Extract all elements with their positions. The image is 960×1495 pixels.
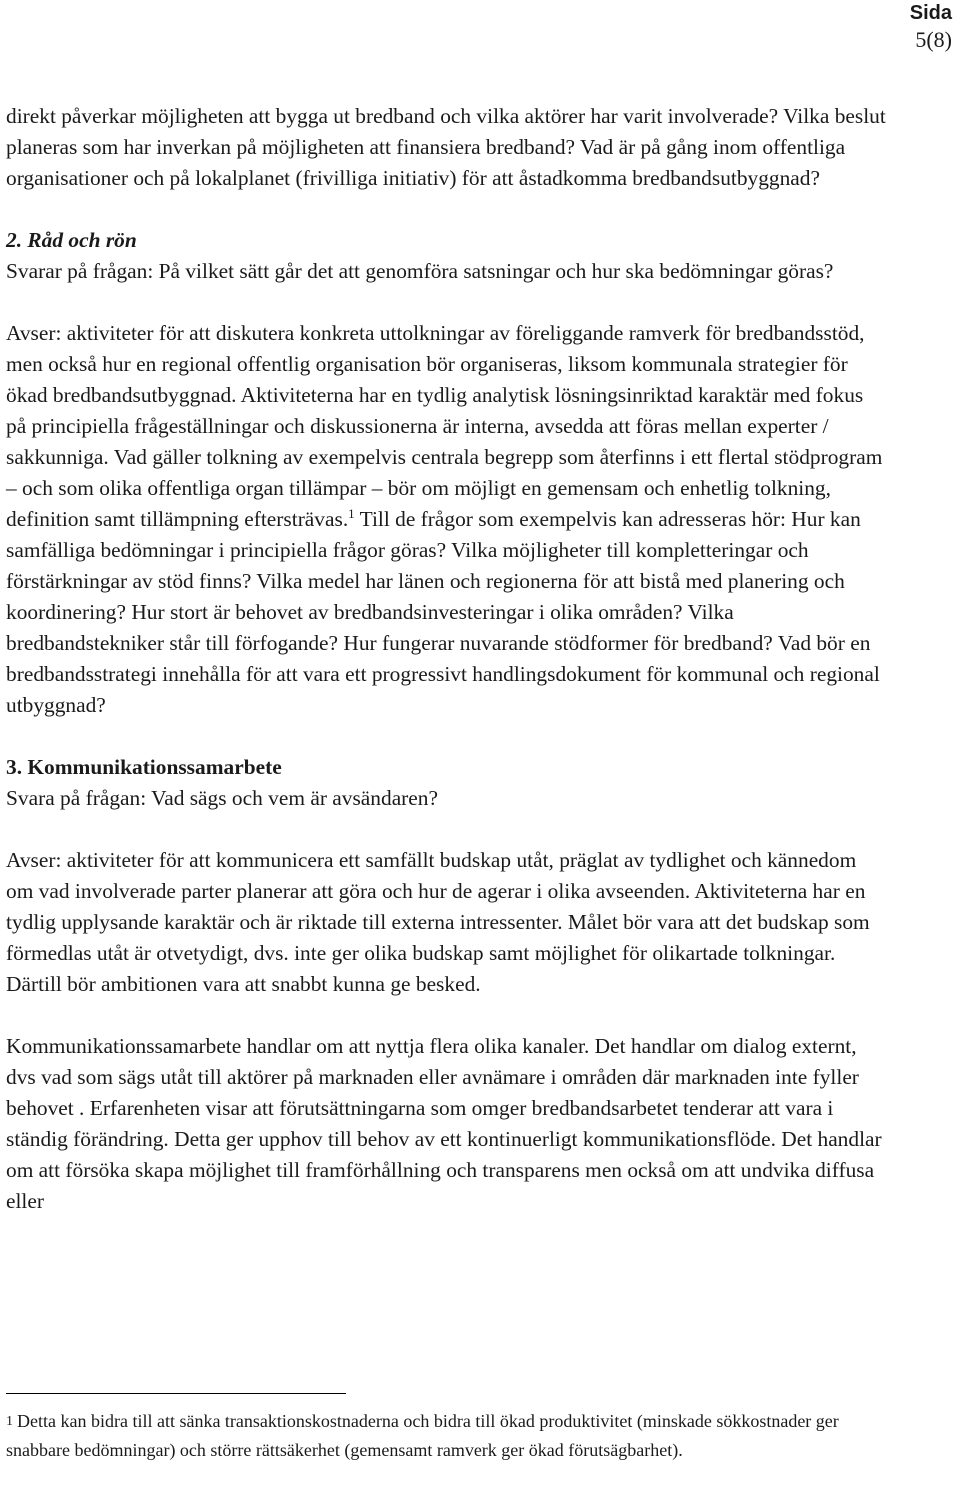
footnote-divider — [6, 1393, 346, 1394]
section-3-heading: 3. Kommunikationssamarbete — [6, 755, 282, 779]
section-2-body — [6, 318, 886, 721]
section-3-question: Svara på frågan: Vad sägs och vem är avsändaren? — [6, 786, 438, 810]
section-2-body-text: Avser: aktiviteter för att diskutera konkreta uttolkningar av föreliggande ramverk för bredbandsstöd, men också hur en regional offentlig organisation bör organiseras, liksom kommunala strategier för ökad bredbandsutbyggnad. Aktiviteterna har en tydlig analytisk lösningsinriktad karaktär med fokus på principiella frågeställningar och diskussionerna är interna, avsedda att föras mellan experter / sakkunniga. Vad gäller tolkning av exempelvis centrala begrepp som återfinns i ett flertal stödprogram – och som olika offentliga organ tillämpar – bör om möjligt en gemensam och enhetlig tolkning, definition samt tillämpning eftersträvas. — [6, 321, 883, 531]
footnote-mark: 1 — [6, 1414, 13, 1429]
footnote — [6, 1407, 866, 1464]
section-3 — [6, 752, 886, 814]
section-3-body-1: Avser: aktiviteter för att kommunicera ett samfällt budskap utåt, präglat av tydlighet och kännedom om vad involverade parter planerar att göra och hur de agerar i olika avseenden. Aktiviteterna har en tydlig upplysande karaktär och är riktade till externa intressenter. Målet bör vara att det budskap som förmedlas utåt är otvetydigt, dvs. inte ger olika budskap samt möjlighet för olikartade tolkningar. Därtill bör ambitionen vara att snabbt kunna ge besked. — [6, 848, 870, 996]
page-number: 5(8) — [915, 27, 952, 52]
section-2-question: Svarar på frågan: På vilket sätt går det att genomföra satsningar och hur ska bedömningar göras? — [6, 259, 834, 283]
footnote-reference[interactable]: 1 — [348, 505, 355, 521]
section-2-body-continued: Till de frågor som exempelvis kan adresseras hör: Hur kan samfälliga bedömningar i principiella frågor göras? Vilka möjligheter till kompletteringar och förstärkningar av stöd finns? Vilka medel har länen och regionerna för att bistå med planering och koordinering? Hur stort är behovet av bredbandsinvesteringar i olika områden? Vilka bredbandstekniker står till förfogande? Hur fungerar nuvarande stödformer för bredband? Vad bör en bredbandsstrategi innehålla för att vara ett progressivt handlingsdokument för kommunal och regional utbyggnad? — [6, 507, 880, 717]
section-3-body-2: Kommunikationssamarbete handlar om att nyttja flera olika kanaler. Det handlar om dialog externt, dvs vad som sägs utåt till aktörer på marknaden eller avnämare i områden där marknaden inte fyller behovet . Erfarenheten visar att förutsättningarna som omger bredbandsarbetet tenderar att vara i ständig förändring. Detta ger upphov till behov av ett kontinuerligt kommunikationsflöde. Det handlar om att försöka skapa möjlighet till framförhållning och transparens men också om att undvika diffusa eller — [6, 1034, 882, 1213]
footnote-text: Detta kan bidra till att sänka transaktionskostnaderna och bidra till ökad produktivitet (minskade sökkostnader ger snabbare bedömningar) och större rättsäkerhet (gemensamt ramverk ger ökad förutsägbarhet). — [6, 1411, 839, 1460]
document-body — [6, 101, 886, 1248]
page-header — [910, 2, 952, 54]
section-2-heading: 2. Råd och rön — [6, 228, 137, 252]
section-2 — [6, 225, 886, 287]
intro-paragraph: direkt påverkar möjligheten att bygga ut bredband och vilka aktörer har varit involverade? Vilka beslut planeras som har inverkan på möjligheten att finansiera bredband? Vad är på gång inom offentliga organisationer och på lokalplanet (frivilliga initiativ) för att åstadkomma bredbandsutbyggnad? — [6, 104, 886, 190]
page-label: Sida — [909, 2, 952, 24]
